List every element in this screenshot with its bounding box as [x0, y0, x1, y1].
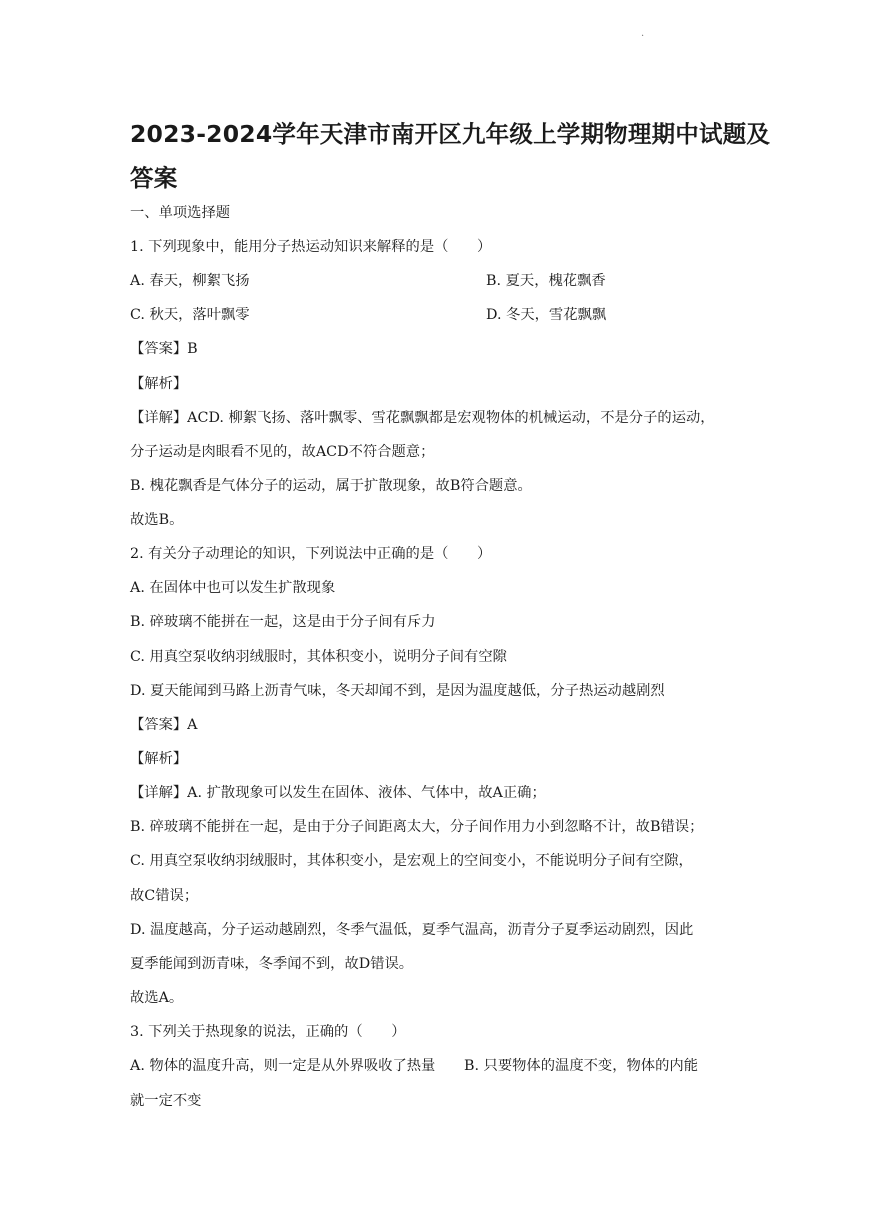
- q1-stem: 1. 下列现象中，能用分子热运动知识来解释的是（ ）: [130, 239, 492, 255]
- q1-detail-2: 分子运动是肉眼看不见的，故ACD不符合题意；: [130, 444, 435, 460]
- q2-conclusion: 故选A。: [130, 990, 184, 1006]
- q2-option-d: D. 夏天能闻到马路上沥青气味，冬天却闻不到，是因为温度越低，分子热运动越剧烈: [130, 683, 665, 699]
- q1-conclusion: 故选B。: [130, 512, 184, 528]
- q1-option-d: D. 冬天，雪花飘飘: [486, 307, 607, 323]
- q1-option-a: A. 春天，柳絮飞扬: [130, 273, 250, 289]
- q2-stem: 2. 有关分子动理论的知识，下列说法中正确的是（ ）: [130, 546, 492, 562]
- q1-detail-3: B. 槐花飘香是气体分子的运动，属于扩散现象，故B符合题意。: [130, 478, 532, 494]
- q1-option-b: B. 夏天，槐花飘香: [486, 273, 606, 289]
- section-heading: 一、单项选择题: [130, 205, 231, 221]
- q3-options-ab: A. 物体的温度升高，则一定是从外界吸收了热量 B. 只要物体的温度不变，物体的内能: [130, 1058, 698, 1074]
- q2-analysis: 【解析】: [130, 751, 188, 767]
- q3-stem: 3. 下列关于热现象的说法，正确的（ ）: [130, 1024, 406, 1040]
- q2-detail-6: 夏季能闻到沥青味，冬季闻不到，故D错误。: [130, 956, 414, 972]
- q1-answer: 【答案】B: [130, 341, 198, 357]
- title-line-1: 2023-2024学年天津市南开区九年级上学期物理期中试题及: [130, 120, 771, 148]
- q2-detail-5: D. 温度越高，分子运动越剧烈，冬季气温低，夏季气温高，沥青分子夏季运动剧烈，因此: [130, 922, 694, 938]
- header-dot: .: [641, 28, 645, 39]
- q2-option-b: B. 碎玻璃不能拼在一起，这是由于分子间有斥力: [130, 614, 436, 630]
- q1-detail-1: 【详解】ACD. 柳絮飞扬、落叶飘零、雪花飘飘都是宏观物体的机械运动，不是分子的运动，: [130, 410, 715, 426]
- q3-options-ab-continued: 就一定不变: [130, 1093, 202, 1109]
- q2-detail-3: C. 用真空泵收纳羽绒服时，其体积变小，是宏观上的空间变小，不能说明分子间有空隙，: [130, 853, 693, 869]
- q2-detail-2: B. 碎玻璃不能拼在一起，是由于分子间距离太大，分子间作用力小到忽略不计，故B错误；: [130, 819, 704, 835]
- page-title: [130, 112, 771, 200]
- q2-answer: 【答案】A: [130, 717, 198, 733]
- q1-analysis: 【解析】: [130, 376, 188, 392]
- q2-detail-1: 【详解】A. 扩散现象可以发生在固体、液体、气体中，故A正确；: [130, 785, 546, 801]
- q2-option-a: A. 在固体中也可以发生扩散现象: [130, 580, 336, 596]
- q2-option-c: C. 用真空泵收纳羽绒服时，其体积变小，说明分子间有空隙: [130, 649, 507, 665]
- title-line-2: 答案: [130, 164, 178, 192]
- q2-detail-4: 故C错误；: [130, 888, 199, 904]
- q1-option-c: C. 秋天，落叶飘零: [130, 307, 250, 323]
